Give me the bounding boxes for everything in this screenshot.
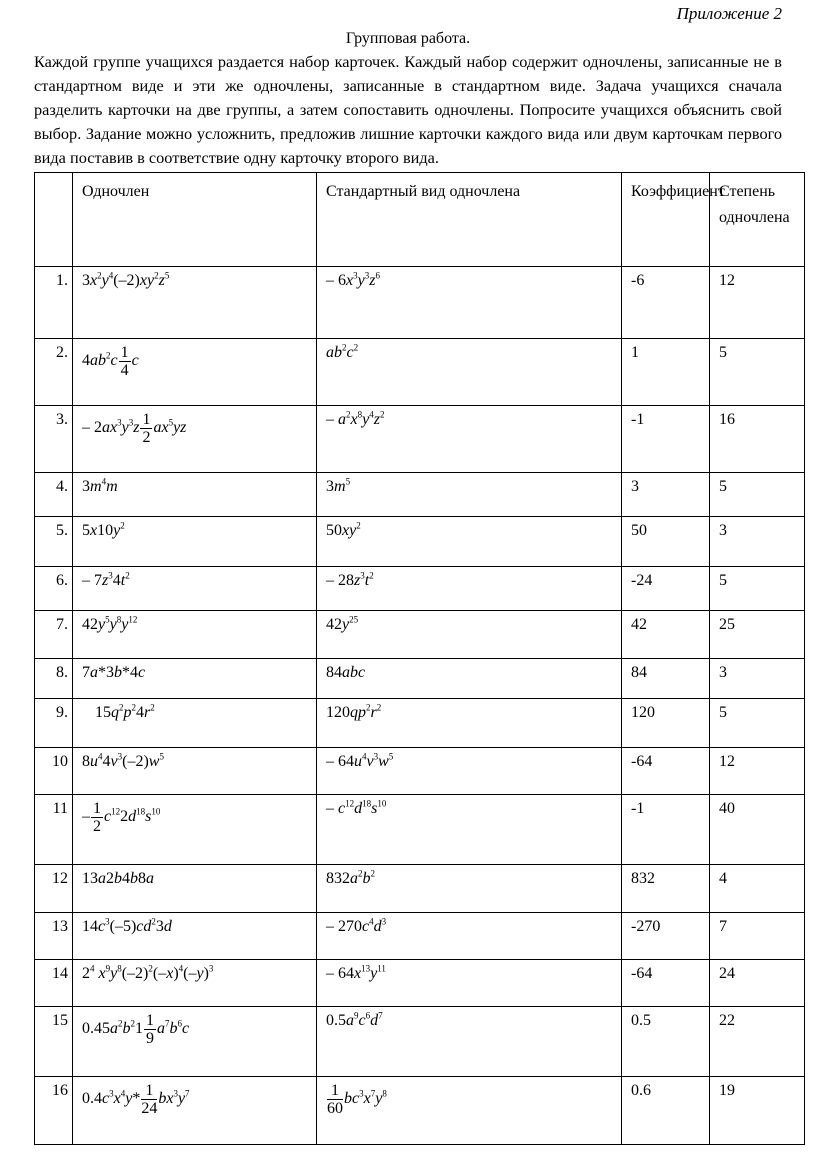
standard-form-cell: – $c^{12}d^{18}s^{10}$ xyxy=(317,795,622,865)
monomial-cell: – $2ax^3y^3z$ $\frac{1}{2}$ $ax^5yz$ xyxy=(73,406,317,473)
coefficient-cell: 1 xyxy=(622,339,710,406)
coefficient-cell: 3 xyxy=(622,473,710,517)
coefficient-cell: 0.6 xyxy=(622,1077,710,1145)
coefficient-cell: 42 xyxy=(622,611,710,659)
col-header-standard-form: Стандартный вид одночлена xyxy=(317,173,622,267)
table-row xyxy=(35,1077,805,1145)
monomial-cell: 13a2b4b8a xyxy=(73,865,317,913)
degree-cell: 19 xyxy=(710,1077,805,1145)
coefficient-cell: 120 xyxy=(622,699,710,748)
standard-form-cell: – $a^2x^8y^4z^2$ xyxy=(317,406,622,473)
table-row xyxy=(35,699,805,748)
page-title: Групповая работа. xyxy=(345,30,471,47)
table-row xyxy=(35,960,805,1007)
table-row xyxy=(35,406,805,473)
coefficient-cell: -64 xyxy=(622,748,710,795)
table-row xyxy=(35,473,805,517)
monomial-cell: $14c^3(-5)cd^23d$ xyxy=(73,913,317,960)
table-row xyxy=(35,1007,805,1077)
coefficient-cell: -1 xyxy=(622,406,710,473)
coefficient-cell: -1 xyxy=(622,795,710,865)
row-number: 15 xyxy=(35,1007,73,1077)
degree-cell: 3 xyxy=(710,659,805,699)
col-header-degree: Степень одночлена xyxy=(710,173,805,267)
monomial-cell: $8u^44v^3(-2)w^5$ xyxy=(73,748,317,795)
row-number: 9. xyxy=(35,699,73,748)
coefficient-cell: 84 xyxy=(622,659,710,699)
degree-cell: 12 xyxy=(710,267,805,339)
degree-cell: 25 xyxy=(710,611,805,659)
coefficient-cell: 50 xyxy=(622,517,710,567)
col-header-monomial: Одночлен xyxy=(73,173,317,267)
monomial-table xyxy=(34,172,805,1145)
degree-cell: 22 xyxy=(710,1007,805,1077)
degree-cell: 16 xyxy=(710,406,805,473)
monomial-cell: $3m^4m$ xyxy=(73,473,317,517)
standard-form-cell: $42y^{25}$ xyxy=(317,611,622,659)
coefficient-cell: -6 xyxy=(622,267,710,339)
degree-cell: 7 xyxy=(710,913,805,960)
standard-form-cell: $3m^5$ xyxy=(317,473,622,517)
row-number: 11 xyxy=(35,795,73,865)
row-number: 3. xyxy=(35,406,73,473)
degree-cell: 3 xyxy=(710,517,805,567)
monomial-cell: 7a*3b*4c xyxy=(73,659,317,699)
table-row xyxy=(35,748,805,795)
row-number: 5. xyxy=(35,517,73,567)
row-number: 12 xyxy=(35,865,73,913)
standard-form-cell: – $64x^{13}y^{11}$ xyxy=(317,960,622,1007)
standard-form-cell: $ab^2c^2$ xyxy=(317,339,622,406)
table-row xyxy=(35,517,805,567)
col-header-number xyxy=(35,173,73,267)
table-header-row xyxy=(35,173,805,267)
monomial-cell: $15q^2p^24r^2$ xyxy=(73,699,317,748)
degree-cell: 24 xyxy=(710,960,805,1007)
table-row xyxy=(35,267,805,339)
degree-cell: 4 xyxy=(710,865,805,913)
table-row xyxy=(35,795,805,865)
coefficient-cell: 832 xyxy=(622,865,710,913)
row-number: 10 xyxy=(35,748,73,795)
standard-form-cell: – $64u^4v^3w^5$ xyxy=(317,748,622,795)
appendix-label: Приложение 2 xyxy=(676,4,782,23)
monomial-cell: – $\frac{1}{2}$ $c^{12}2d^{18}s^{10}$ xyxy=(73,795,317,865)
degree-cell: 12 xyxy=(710,748,805,795)
table-row xyxy=(35,865,805,913)
table-row xyxy=(35,913,805,960)
row-number: 16 xyxy=(35,1077,73,1145)
table-row xyxy=(35,659,805,699)
col-header-coefficient: Коэффициент xyxy=(622,173,710,267)
standard-form-cell: $\frac{1}{60}$ $bc^3x^7y^8$ xyxy=(317,1077,622,1145)
table-row xyxy=(35,339,805,406)
coefficient-cell: -24 xyxy=(622,567,710,611)
degree-cell: 40 xyxy=(710,795,805,865)
monomial-cell: $5x10y^2$ xyxy=(73,517,317,567)
monomial-cell: $4ab^2c$ $\frac{1}{4}$ c xyxy=(73,339,317,406)
degree-cell: 5 xyxy=(710,699,805,748)
row-number: 8. xyxy=(35,659,73,699)
row-number: 2. xyxy=(35,339,73,406)
row-number: 6. xyxy=(35,567,73,611)
row-number: 1. xyxy=(35,267,73,339)
table-row xyxy=(35,567,805,611)
coefficient-cell: -270 xyxy=(622,913,710,960)
monomial-cell: – $7z^34t^2$ xyxy=(73,567,317,611)
row-number: 4. xyxy=(35,473,73,517)
degree-cell: 5 xyxy=(710,339,805,406)
monomial-cell: $0.4c^3x^4y*$ $\frac{1}{24}$ $bx^3y^7$ xyxy=(73,1077,317,1145)
standard-form-cell: $832a^2b^2$ xyxy=(317,865,622,913)
monomial-cell: $3x^2y^4(-2)xy^2z^5$ xyxy=(73,267,317,339)
intro-paragraph: Каждой группе учащихся раздается набор карточек. Каждый набор содержит одночлены, записанные не в стандартном виде и эти же одночлены, записанные в стандартном виде. Задача учащихся сначала разделить карточки на две группы, а затем сопоставить одночлены. Попросите учащихся объяснить свой выбор. Задание можно усложнить, предложив лишние карточки каждого вида или двум карточкам первого вида поставив в соответствие одну карточку второго вида. xyxy=(34,52,782,167)
standard-form-cell: 84abc xyxy=(317,659,622,699)
standard-form-cell: $0.5a^9c^6d^7$ xyxy=(317,1007,622,1077)
row-number: 7. xyxy=(35,611,73,659)
standard-form-cell: – $270c^4d^3$ xyxy=(317,913,622,960)
standard-form-cell: – $6x^3y^3z^6$ xyxy=(317,267,622,339)
standard-form-cell: $50xy^2$ xyxy=(317,517,622,567)
monomial-cell: $42y^5y^8y^{12}$ xyxy=(73,611,317,659)
standard-form-cell: – $28z^3t^2$ xyxy=(317,567,622,611)
row-number: 14 xyxy=(35,960,73,1007)
monomial-cell: $2^4$ $x^9y^8(-2)^2(-x)^4(-y)^3$ xyxy=(73,960,317,1007)
monomial-cell: $0.45a^2b^21$ $\frac{1}{9}$ $a^7b^6c$ xyxy=(73,1007,317,1077)
table-row xyxy=(35,611,805,659)
coefficient-cell: -64 xyxy=(622,960,710,1007)
degree-cell: 5 xyxy=(710,567,805,611)
degree-cell: 5 xyxy=(710,473,805,517)
row-number: 13 xyxy=(35,913,73,960)
standard-form-cell: $120qp^2r^2$ xyxy=(317,699,622,748)
coefficient-cell: 0.5 xyxy=(622,1007,710,1077)
